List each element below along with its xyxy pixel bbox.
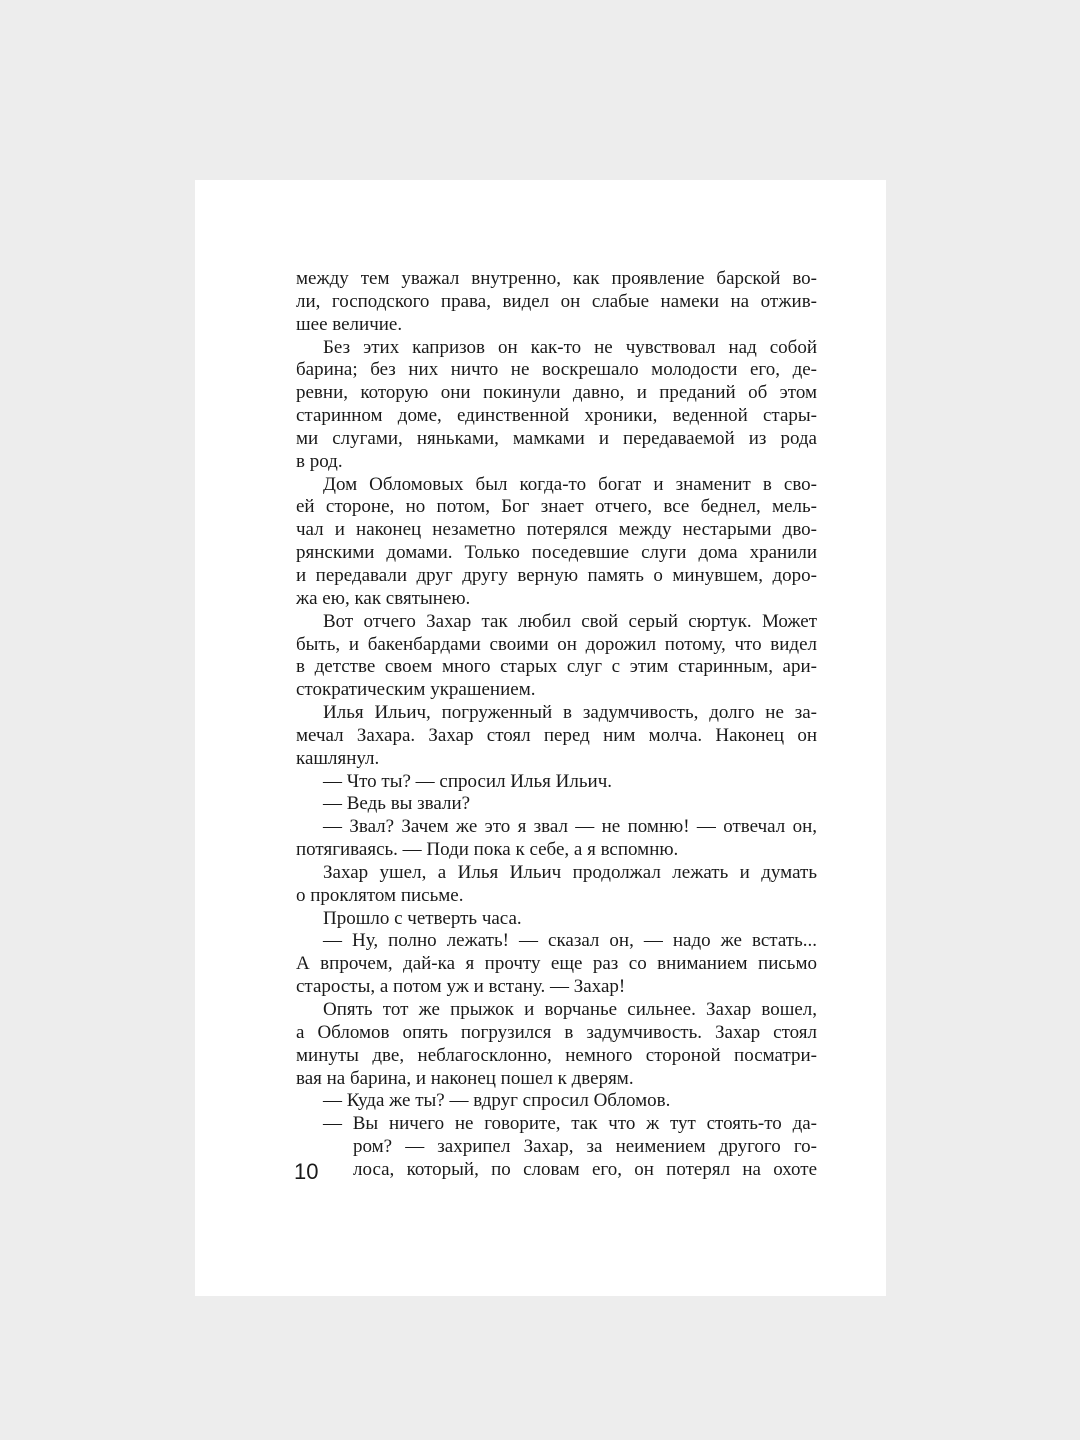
text-line: Без этих капризов он как-то не чувствовал над собой (323, 336, 817, 358)
text-line: минуты две, неблагосклонно, немного стороной посматри- (296, 1044, 817, 1066)
text-line: ей стороне, но потом, Бог знает отчего, все беднел, мель- (296, 496, 817, 518)
text-line: ром? — захрипел Захар, за неимением другого го- (353, 1136, 817, 1158)
text-line: Захар ушел, а Илья Ильич продолжал лежать и думать (323, 861, 817, 883)
text-line: лоса, который, по словам его, он потерял на охоте (353, 1158, 817, 1180)
text-line: Илья Ильич, погруженный в задумчивость, долго не за- (323, 702, 817, 724)
text-line: барина; без них ничто не воскрешало молодости его, де- (296, 359, 817, 381)
text-line: ли, господского права, видел он слабые намеки на отжив- (296, 290, 817, 312)
text-line: о проклятом письме. (296, 884, 464, 906)
text-line: между тем уважал внутренно, как проявление барской во- (296, 268, 817, 289)
text-line: вая на барина, и наконец пошел к дверям. (296, 1067, 634, 1089)
dialogue-line: — Куда же ты? — вдруг спросил Обломов. (323, 1090, 671, 1112)
dialogue-line: — Ведь вы звали? (323, 793, 471, 815)
text-line: рянскими домами. Только поседевшие слуги дома хранили (296, 542, 817, 564)
text-line: мечал Захара. Захар стоял перед ним молча. Наконец он (296, 724, 817, 746)
text-line: Дом Обломовых был когда-то богат и знаменит в сво- (323, 473, 817, 495)
text-line: А впрочем, дай-ка я прочту еще раз со вниманием письмо (296, 953, 817, 975)
text-line: кашлянул. (296, 747, 380, 769)
text-line: Прошло с четверть часа. (323, 907, 522, 929)
text-line: Опять тот же прыжок и ворчанье сильнее. Захар вошел, (323, 999, 817, 1020)
text-line: в детстве своем много старых слуг с этим старинным, ари- (296, 656, 817, 678)
dialogue-line: — Вы ничего не говорите, так что ж тут стоять-то да- (323, 1113, 817, 1135)
text-line: и передавали друг другу верную память о минувшем, доро- (296, 564, 817, 586)
page-number: 10 (294, 1159, 319, 1184)
text-line: старосты, а потом уж и встану. — Захар! (296, 976, 626, 998)
text-line: Вот отчего Захар так любил свой серый сюртук. Может (323, 610, 817, 632)
text-line: чал и наконец незаметно потерялся между нестарыми дво- (296, 519, 817, 541)
text-line: ми слугами, няньками, мамками и передаваемой из рода (296, 427, 817, 449)
text-line: потягиваясь. — Поди пока к себе, а я вспомню. (296, 839, 679, 861)
book-page (195, 180, 886, 1296)
dialogue-line: — Что ты? — спросил Илья Ильич. (323, 770, 613, 792)
text-line: быть, и бакенбардами своими он дорожил потому, что видел (296, 633, 817, 655)
text-line: жа ею, как святынею. (296, 587, 471, 609)
text-line: а Обломов опять погрузился в задумчивость. Захар стоял (296, 1021, 817, 1043)
text-line: ревни, которую они покинули давно, и преданий об этом (296, 382, 817, 404)
text-line: в род. (296, 450, 343, 472)
text-line: стократическим украшением. (296, 679, 536, 701)
text-line: шее величие. (296, 313, 403, 335)
dialogue-line: — Звал? Зачем же это я звал — не помню! — отвечал он, (323, 816, 817, 838)
text-line: старинном доме, единственной хроники, веденной стары- (296, 405, 817, 427)
page-text (296, 268, 817, 1182)
dialogue-line: — Ну, полно лежать! — сказал он, — надо же встать... (323, 930, 817, 952)
